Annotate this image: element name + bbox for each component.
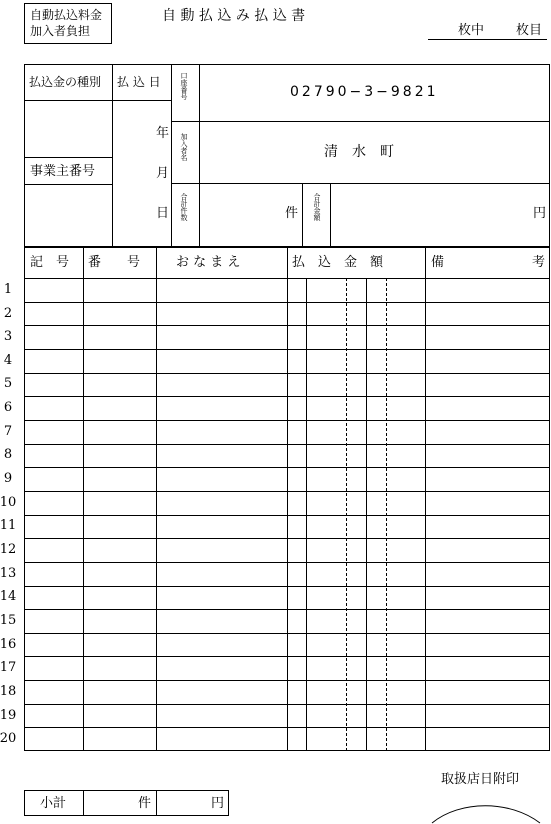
row-number: 7 bbox=[3, 423, 13, 439]
page-count-underline bbox=[428, 39, 547, 40]
table-row-line bbox=[24, 586, 550, 587]
row-number: 4 bbox=[3, 352, 13, 368]
account-number: 02790−3−9821 bbox=[290, 84, 439, 100]
row-number: 5 bbox=[3, 376, 13, 392]
payment-type-label: 払込金の種別 bbox=[29, 75, 102, 89]
row-number: 2 bbox=[3, 305, 13, 321]
year-label: 年 bbox=[156, 126, 170, 141]
table-row-line bbox=[24, 680, 550, 681]
subtotal-yen-unit: 円 bbox=[211, 796, 225, 811]
table-row-line bbox=[24, 704, 550, 705]
payment-date-label: 払 込 日 bbox=[117, 75, 161, 89]
row-number: 1 bbox=[3, 281, 13, 297]
col-remarks-1: 備 bbox=[431, 255, 445, 270]
table-row-line bbox=[24, 373, 550, 374]
subtotal-count-unit: 件 bbox=[138, 796, 152, 811]
col-remarks-2: 考 bbox=[532, 255, 546, 270]
subtotal-label: 小計 bbox=[40, 796, 67, 811]
account-number-label: 口座番号 bbox=[180, 72, 188, 100]
subscriber-name: 清 水 町 bbox=[324, 144, 394, 160]
employer-number-label: 事業主番号 bbox=[30, 164, 96, 179]
subscriber-name-label: 加入者名 bbox=[180, 133, 188, 161]
col-name: お な ま え bbox=[176, 255, 241, 270]
row-number: 12 bbox=[0, 542, 17, 557]
table-row-line bbox=[24, 562, 550, 563]
row-number: 11 bbox=[0, 518, 17, 534]
col-amount: 払 込 金 額 bbox=[292, 255, 384, 270]
total-amount-unit: 円 bbox=[533, 206, 547, 221]
col-code: 記 号 bbox=[30, 255, 70, 270]
total-count-label: 合計件数 bbox=[180, 193, 188, 221]
row-number: 20 bbox=[0, 731, 17, 747]
document-title: 自 動 払 込 み 払 込 書 bbox=[162, 8, 306, 24]
row-number: 19 bbox=[0, 707, 17, 723]
page-total-label: 枚中 bbox=[458, 23, 485, 38]
page-current-label: 枚目 bbox=[516, 23, 543, 38]
column-line bbox=[425, 247, 426, 751]
row-number: 10 bbox=[0, 494, 17, 510]
date-stamp-outline bbox=[420, 795, 551, 824]
row-number: 9 bbox=[3, 471, 13, 486]
column-line bbox=[287, 247, 288, 751]
row-number: 18 bbox=[0, 683, 17, 699]
row-number: 17 bbox=[0, 660, 17, 676]
column-line bbox=[83, 247, 84, 751]
table-row-line bbox=[24, 396, 550, 397]
table-row-line bbox=[24, 538, 550, 539]
row-number: 3 bbox=[3, 329, 13, 345]
table-row-line bbox=[24, 444, 550, 445]
table-row-line bbox=[24, 349, 550, 350]
row-number: 13 bbox=[0, 565, 17, 581]
table-row-line bbox=[24, 467, 550, 468]
fee-burden-line2: 加入者負担 bbox=[30, 24, 91, 38]
month-label: 月 bbox=[156, 166, 170, 181]
row-number: 16 bbox=[0, 636, 17, 652]
total-count-unit: 件 bbox=[285, 206, 299, 221]
fee-burden-line1: 自動払込料金 bbox=[30, 8, 103, 22]
bank-stamp-label: 取扱店日附印 bbox=[441, 772, 520, 787]
table-row-line bbox=[24, 656, 550, 657]
table-row-line bbox=[24, 302, 550, 303]
row-number: 6 bbox=[3, 400, 13, 416]
column-line bbox=[156, 247, 157, 751]
table-row-line bbox=[24, 325, 550, 326]
table-row-line bbox=[24, 727, 550, 728]
table-row-line bbox=[24, 609, 550, 610]
row-number: 8 bbox=[3, 447, 13, 463]
table-row-line bbox=[24, 515, 550, 516]
col-number: 番 号 bbox=[88, 255, 141, 270]
table-row-line bbox=[24, 491, 550, 492]
table-row-line bbox=[24, 420, 550, 421]
row-number: 14 bbox=[0, 589, 17, 605]
total-amount-label: 合計金額 bbox=[313, 193, 321, 221]
row-number: 15 bbox=[0, 612, 17, 628]
table-row-line bbox=[24, 633, 550, 634]
day-label: 日 bbox=[156, 206, 170, 221]
